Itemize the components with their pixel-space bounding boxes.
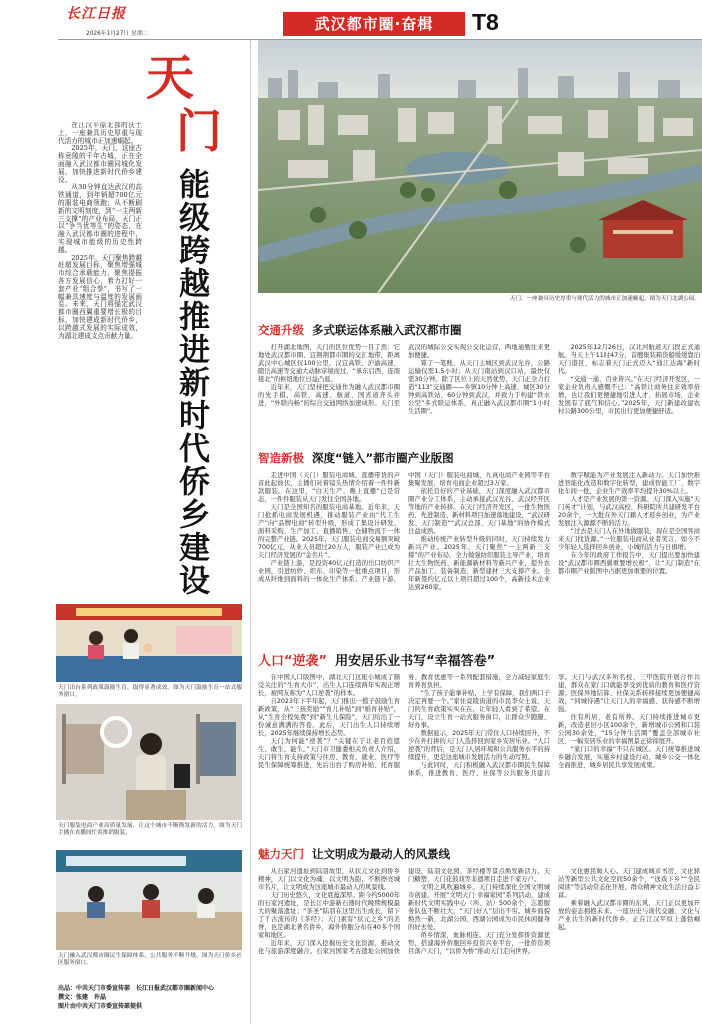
body-paragraph: “过去是天门人在外地做服装，现在是全国客商来天门找货源。”一位服装电商从业者笑言，如今不少年轻人选择回乡创业，小城的活力与日俱增。 bbox=[558, 528, 700, 551]
body-paragraph: 自2023年下半年起，天门推出一揽子鼓励生育新政策，从“三孩奖励”“育儿补贴”到“婚育补贴”，从“生育全程免费”到“新生儿保险”，天门给出了一份诚意满满的答卷。此后，天门出生人口持续增长，2025年继续保持增长态势。 bbox=[258, 698, 400, 737]
body-paragraph: 天门为何能“逆袭”？“关键在于让老百姓愿生、敢生、能生。”天门市卫健委相关负责人介绍，天门将生育支持政策与住房、教育、就业、医疗等民生保障统筹推进，先后出台了购房补贴、托育服务、教育优惠等一系列配套措施，全力减轻家庭生育养育负担。 bbox=[258, 674, 550, 769]
column-divider bbox=[250, 40, 251, 1024]
section-tag: 人口“逆袭” bbox=[258, 654, 328, 669]
section-tag: 魅力天门 bbox=[258, 847, 304, 861]
page-headline: 能级跨越推进新时代侨乡建设 bbox=[173, 168, 209, 597]
city-aerial-illustration bbox=[258, 40, 702, 293]
section-heading-transport bbox=[258, 322, 700, 340]
body-paragraph: 产业链上游，是投资40亿元打造的岳口纺织产业园，引进纺纱、织布、印染等一批重点项目，形成从纤维到面料的一体化生产体系；产业链下游，中国（天门）服装电商城、九真电商产业园等平台集聚发展，培育电商企业超过3万家。 bbox=[258, 472, 550, 583]
page-number: T8 bbox=[472, 9, 499, 35]
newspaper-logo: 长江日报 bbox=[66, 6, 126, 22]
intro-text bbox=[58, 122, 142, 364]
photo-caption-3: 天门融入武汉都市圈民生保障体系，公共服务不断升级。图为天门侨乡社区服务窗口。 bbox=[58, 953, 242, 966]
body-paragraph: 天门是全国知名的服装电商基地。近年来，天门抢抓电商发展机遇，推动服装产业由“代工生产”向“品牌电商”转型升级，形成了集设计研发、面料采购、生产加工、直播销售、仓储物流于一体的完整产业链。2025年，天门服装电商交易额突破700亿元，从业人员超过20万人，服装产业已成为天门经济发展的“金名片”。 bbox=[258, 504, 400, 559]
intro-paragraph: 2025年，天门聚焦跨越赶超发展目标，聚焦增强城市综合承载能力，聚焦提振各方发展信心，着力打好一套产业“组合拳”，书写了一幅兼具速度与温度的发展画卷。未来，天门将锚定武汉都市圈西翼重要增长极的目标，加快建成新时代侨乡，以跨越式发展的实际成效，为湖北建成支点贡献力量。 bbox=[58, 253, 142, 340]
section-body-transport bbox=[258, 344, 700, 446]
section-title: 让文明成为最动人的风景线 bbox=[312, 847, 450, 861]
body-paragraph: 近年来，天门坚持把交通作为融入武汉都市圈的先手棋，高铁、高速、航道、国省道齐头并进，“外联内畅”的综合交通网络加速成形。天门至武汉的城际公交实现公交化运营，两地通勤往来更加便捷。 bbox=[258, 344, 550, 407]
section-tag: 智造新极 bbox=[258, 451, 304, 465]
photo-community-service bbox=[56, 850, 242, 950]
issue-date: 2026年1月27日 星期二 bbox=[86, 31, 149, 37]
body-paragraph: 算了一笔账，从天门主城区到武汉光谷，公路运输仅需1.5小时；从天门南站到汉口站，最快仅需30分钟。除了区位上的天然优势，天门正全力打造“113”交通圈——乡镇10分钟上高速、城区30分钟到高铁站、60分钟到武汉，并致力于构建“铁水公空”多式联运体系，真正融入武汉都市圈“1小时生活圈”。 bbox=[408, 360, 550, 415]
section-body-culture bbox=[258, 868, 700, 1020]
section-heading-population bbox=[258, 650, 700, 668]
credit-line: 图片由中共天门市委宣传部提供 bbox=[58, 1003, 143, 1010]
section-title: 多式联运体系融入武汉都市圈 bbox=[312, 323, 462, 337]
credit-line: 撰文：张建 许晶 bbox=[58, 994, 107, 1001]
section-title: 用安居乐业书写“幸福答卷” bbox=[335, 654, 496, 669]
body-paragraph: 住有所居，老有所养。天门持续推进城市更新，改造老旧小区100余个，新增城市公园和口袋公园30余处，“15分钟生活圈”覆盖全部城市社区，一幅安居乐业的幸福图景正徐徐展开。 bbox=[558, 714, 700, 745]
intro-paragraph: 从30分钟直达武汉的高铁通道，到年销超700亿元的服装电商领跑；从不断刷新的文明刻度，到“一主两新三支撑”的产业布局，天门正以“争当优等生”的姿态，在融入武汉都市圈的进程中，实现城市能级的历史性跨越。 bbox=[58, 183, 142, 254]
body-paragraph: 从石家河遗址到陆羽故里，从状元文化到侨乡精神，天门以文化为魂、以文明为韵，不断擦亮城市名片，让文明成为这座城市最动人的风景线。 bbox=[258, 868, 400, 891]
body-paragraph: “家门口的幸福”不只在城区。天门统筹推进城乡融合发展，实施乡村建设行动，城乡公交一体化全面推进，城乡居民共享发展成果。 bbox=[558, 746, 700, 769]
body-paragraph: 文化惠民暖人心。天门建成城市书房、文化驿站等新型公共文化空间50余个，“送戏下乡”“全民阅读”等活动常态化开展，群众精神文化生活日益丰富。 bbox=[558, 868, 700, 899]
intro-paragraph: 在江汉平原北部的沃土上，一座兼具历史厚重与现代活力的城市正加速崛起。 bbox=[58, 122, 142, 145]
body-paragraph: 走进中国（天门）服装电商城，直播带货的声音此起彼伏，主播们对着镜头热情介绍着一件件新款服装。在这里，“白天生产、晚上直播”已是常态，一件件服装从天门发往全国各地。 bbox=[258, 472, 400, 503]
intro-paragraph: 2025年，天门，这座古称竟陵的千年古城，正在全面融入武汉都市圈同城化发展，加快推进新时代侨乡建设。 bbox=[58, 144, 142, 184]
section-banner: 武汉都市圈·奋楫 bbox=[283, 12, 465, 36]
city-name-char-1: 天 bbox=[146, 50, 195, 106]
body-paragraph: “生了孩子能拿补贴，上学有保障，我们两口子决定再要一个。”家住竟陵街道的市民李女士说，天门的生育政策实实在在，让年轻人看到了希望。在天门，设立生育一站式服务窗口，让群众少跑腿、好办事。 bbox=[408, 690, 550, 729]
body-paragraph: 与此同时，天门积极融入武汉都市圈民生保障体系，推进教育、医疗、社保等公共服务共建共享。天门与武汉多所名校、三甲医院开展合作共建，群众在家门口就能享受到优质的教育和医疗资源；医保异地结算、社保关系转移接续更加便捷高效，“同城待遇”让天门人的幸福感、获得感不断增强。 bbox=[408, 674, 700, 777]
body-paragraph: 在中国人口版图中，湖北天门这座小城成了颇受关注的“生育大市”，出生人口连续两年实现正增长，被网友称为“人口逆袭”的样本。 bbox=[258, 674, 400, 697]
body-paragraph: 文明之风吹遍城乡。天门持续深化全国文明城市创建，开展“文明天门·幸福家园”系列活动，建成新时代文明实践中心（所、站）500余个，志愿服务队伍不断壮大，“天门好人”层出不穷。城乡面貌焕然一新，北湖公园、西湖公园成为市民休闲健身的好去处。 bbox=[408, 884, 550, 931]
body-paragraph: 在今年的政府工作报告中，天门提出要加快建设“武汉都市圈西翼重要增长极”，让“天门制造”在都市圈产业版图中占据更加重要的位置。 bbox=[558, 552, 700, 575]
body-paragraph: 打开湖北地图，天门的区位优势一目了然：它地处武汉都市圈、宜荆荆都市圈的交汇地带，距离武汉中心城区仅100公里，汉宜高铁、沪渝高速、随岳高速等交通大动脉穿境而过，“承东启西、连南接北”的枢纽地位日益凸显。 bbox=[258, 344, 400, 383]
body-paragraph: 数据显示，2025年天门常住人口持续回升，不少在外打拼的天门人选择回到家乡安居乐业。“人口逆袭”的背后，是天门人居环境和公共服务水平的持续提升，更是这座城市发展活力的生动写照。 bbox=[408, 730, 550, 761]
body-paragraph: 人才是产业发展的第一资源。天门深入实施“天门英才”计划，与武汉高校、科研院所共建研发平台20余个，一大批在外天门籍人才返乡创业，为产业发展注入源源不断的活力。 bbox=[558, 496, 700, 527]
hero-photo-city-aerial bbox=[258, 40, 702, 293]
service-window-illustration bbox=[56, 604, 242, 682]
livestream-illustration bbox=[56, 704, 242, 820]
credit-line: 出品：中共天门市委宣传部 长江日报武汉都市圈新闻中心 bbox=[58, 985, 215, 992]
section-body-population bbox=[258, 674, 700, 840]
section-body-industry bbox=[258, 472, 700, 642]
section-heading-culture bbox=[258, 846, 700, 864]
city-name-char-2: 门 bbox=[176, 104, 222, 158]
body-paragraph: 依托良好的产业基础，天门深度融入武汉都市圈产业分工体系，主动承接武汉光谷、武汉经开区等地的产业转移。在天门经济开发区，一批生物医药、先进制造、新材料项目加速落地建设，“武汉研发、天门制造”“武汉总部、天门基地”的协作模式日益成熟。 bbox=[408, 488, 550, 535]
body-paragraph: 数字赋能为产业发展注入新动力。天门加快推进智能化改造和数字化转型，建成智能工厂、数字化车间一批，企业生产效率平均提升30%以上。 bbox=[558, 472, 700, 495]
body-paragraph: “交通一通，百业皆兴。”在天门经济开发区，一家企业负责人感慨不已：“高铁让商务往来效率倍增，也让我们更便捷地引进人才、拓展市场，企业发展有了底气和信心。”2025年，天门新建改建农村公路300公里，市民出行更加便捷舒适。 bbox=[558, 376, 700, 415]
body-paragraph: 近年来，天门深入挖掘历史文化资源，推动文化与旅游深度融合。石家河国家考古遗址公园加快建设，陆羽文化园、茶经楼等景点焕发新活力，天门糖塑、天门花鼓戏等非遗项目走进千家万户。 bbox=[258, 868, 550, 955]
body-paragraph: 乘着融入武汉都市圈的东风，天门正以更加开放的姿态拥抱未来。一座历史与现代交融、文化与产业共生的新时代侨乡，正在江汉平原上蓬勃崛起。 bbox=[558, 900, 700, 931]
body-paragraph: 推动传统产业转型升级的同时，天门持续发力新兴产业。2025年，天门聚焦“一主两新三支撑”的产业布局，全力做强纺织服装主导产业，培育壮大生物医药、新能源新材料等新兴产业，提升农产品加工、装备制造、新型建材三大支撑产业。全年新签约亿元以上项目超过100个，高新技术企业达到260家。 bbox=[408, 536, 550, 591]
photo-caption-2: 天门服装电商产业高质量发展，让这个城市不断焕发新的活力。图为天门主播在直播间忙着推销服装。 bbox=[58, 823, 242, 836]
hero-photo-caption: 天门，一座兼具历史厚重与现代活力的城市正加速崛起。图为天门北湖公园。 bbox=[509, 296, 700, 302]
section-tag: 交通升级 bbox=[258, 323, 304, 337]
photo-livestream-studio bbox=[56, 704, 242, 820]
section-title: 深度“链入”都市圈产业版图 bbox=[312, 451, 454, 465]
body-paragraph: 侨乡情深，血脉相连。天门充分发挥侨资源优势，搭建海外侨胞回乡投资兴业平台，一批侨资项目落户天门，“以侨为桥”推动天门走向世界。 bbox=[408, 932, 550, 955]
body-paragraph: 2025年12月26日，汉北河航道天门段正式通航。当天上午11时47分，首艘集装箱货船缓缓靠泊天门港区，标志着天门正式迈入“通江达海”新时代。 bbox=[558, 344, 700, 375]
photo-birth-service-window bbox=[56, 604, 242, 682]
section-heading-industry bbox=[258, 450, 700, 468]
body-paragraph: 天门历史悠久，文化底蕴深厚。距今约5000年的石家河遗址，是长江中游新石器时代晚期规模最大的聚落遗址；“茶圣”陆羽在这里出生成长，留下了千古流传的《茶经》；天门素有“状元之乡”的美誉，也是湖北著名侨乡，海外侨胞分布在40多个国家和地区。 bbox=[258, 892, 400, 939]
community-service-illustration bbox=[56, 850, 242, 950]
photo-caption-1: 天门出台系列政策鼓励生育，取得显著成效。图为天门鼓励生育一站式服务窗口。 bbox=[58, 685, 242, 698]
credits bbox=[58, 984, 244, 1011]
